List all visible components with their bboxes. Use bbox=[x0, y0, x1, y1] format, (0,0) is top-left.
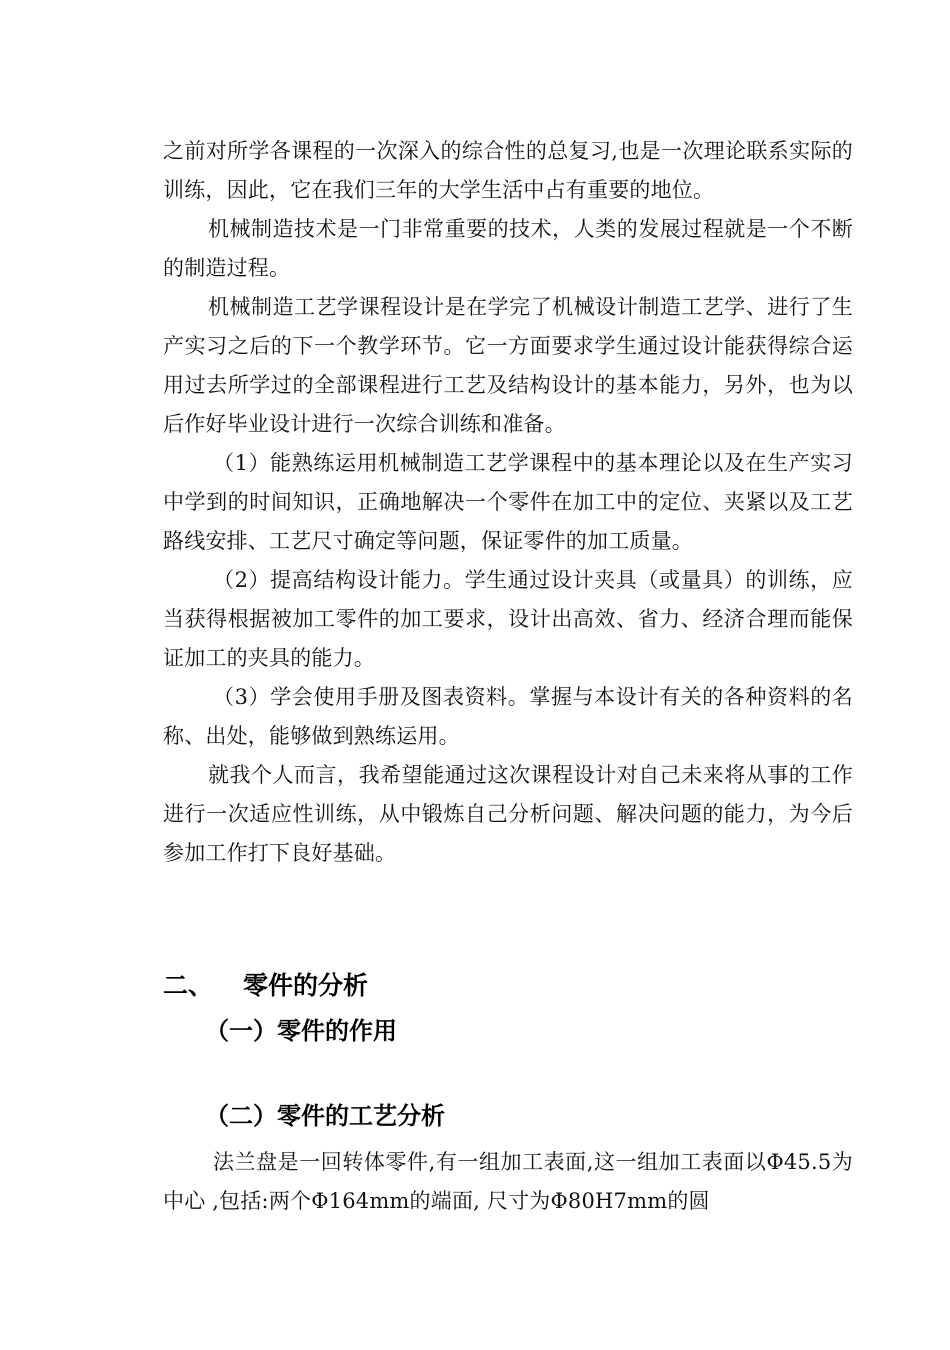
paragraph-flange-description: 法兰盘是一回转体零件,有一组加工表面,这一组加工表面以Φ45.5为中心 ,包括:两个Φ164mm的端面, 尺寸为Φ80H7mm的圆 bbox=[163, 1150, 853, 1213]
section-title: 零件的分析 bbox=[243, 971, 369, 1000]
paragraph-goal-2: （2）提高结构设计能力。学生通过设计夹具（或量具）的训练，应当获得根据被加工零件的加工要求，设计出高效、省力、经济合理而能保证加工的夹具的能力。 bbox=[163, 568, 853, 670]
paragraph-goal-1: （1）能熟练运用机械制造工艺学课程中的基本理论以及在生产实习中学到的时间知识，正确地解决一个零件在加工中的定位、夹紧以及工艺路线安排、工艺尺寸确定等问题，保证零件的加工质量。 bbox=[163, 451, 853, 553]
subsection-heading-part-function: （一）零件的作用 bbox=[205, 1017, 397, 1045]
section-number: 二、 bbox=[163, 971, 214, 1000]
paragraph-review: 之前对所学各课程的一次深入的综合性的总复习,也是一次理论联系实际的训练，因此，它在我们三年的大学生活中占有重要的地位。 bbox=[163, 139, 853, 202]
paragraph-goal-3: （3）学会使用手册及图表资料。掌握与本设计有关的各种资料的名称、出处，能够做到熟练运用。 bbox=[163, 685, 853, 748]
paragraph-personal: 就我个人而言，我希望能通过这次课程设计对自己未来将从事的工作进行一次适应性训练，从中锻炼自己分析问题、解决问题的能力，为今后参加工作打下良好基础。 bbox=[163, 763, 853, 865]
intro-text-block bbox=[163, 132, 853, 873]
subsection-heading-process-analysis: （二）零件的工艺分析 bbox=[205, 1102, 445, 1130]
paragraph-course-design: 机械制造工艺学课程设计是在学完了机械设计制造工艺学、进行了生产实习之后的下一个教学环节。它一方面要求学生通过设计能获得综合运用过去所学过的全部课程进行工艺及结构设计的基本能力，另外，也为以后作好毕业设计进行一次综合训练和准备。 bbox=[163, 295, 853, 436]
section-heading-part-analysis bbox=[163, 968, 368, 1004]
paragraph-manufacturing-tech: 机械制造技术是一门非常重要的技术，人类的发展过程就是一个不断的制造过程。 bbox=[163, 217, 853, 280]
process-analysis-text-block bbox=[163, 1143, 853, 1221]
